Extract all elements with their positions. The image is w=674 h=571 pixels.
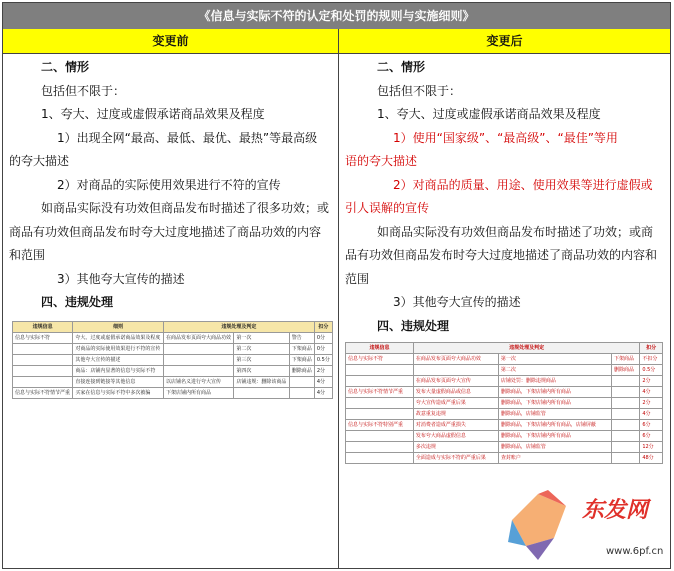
table-cell: 删除商品，下架店铺内所有商品，店铺屏蔽 xyxy=(498,420,611,431)
table-cell: 在商品发布页面夸大商品功效 xyxy=(413,354,498,365)
table-cell: 删除商品 xyxy=(289,366,314,377)
table-cell: 故意重复违规 xyxy=(413,409,498,420)
table-row xyxy=(346,409,663,420)
after-sub-2b: 引人误解的宣传 xyxy=(345,201,430,215)
table-row xyxy=(13,377,333,388)
table-cell: 查封账户 xyxy=(498,453,611,464)
table-cell: 对消费者造成严重损失 xyxy=(413,420,498,431)
table-cell xyxy=(346,398,414,409)
table-cell: 删除商品，下架店铺内所有商品 xyxy=(498,398,611,409)
before-sub-1a: 1）出现全网“最高、最低、最优、最热”等最高级 xyxy=(57,130,318,145)
table-row xyxy=(13,366,333,377)
table-cell: 信息与实际不符特别严重 xyxy=(346,420,414,431)
table-cell xyxy=(612,376,640,387)
table-row xyxy=(13,344,333,355)
before-penalty-table xyxy=(12,321,333,399)
before-item-1: 1、夸大、过度或虚假承诺商品效果及程度 xyxy=(41,107,265,121)
table-cell: 0分 xyxy=(314,344,332,355)
table-header-cell: 细则 xyxy=(73,322,164,333)
table-header-row xyxy=(346,343,663,354)
table-cell xyxy=(13,355,73,366)
table-cell: 删除商品 xyxy=(612,365,640,376)
watermark-brand: 东发网 xyxy=(582,497,649,523)
table-cell: 以店铺名义进行夸大宣传 xyxy=(163,377,233,388)
table-cell: 第四次 xyxy=(234,366,289,377)
table-cell xyxy=(612,420,640,431)
after-heading-penalty: 四、违规处理 xyxy=(377,318,450,333)
table-cell xyxy=(346,409,414,420)
before-para-a: 如商品实际没有功效但商品发布时描述了很多功效；或 xyxy=(41,201,330,215)
table-cell: 4分 xyxy=(314,377,332,388)
table-cell: 2分 xyxy=(640,398,663,409)
table-cell xyxy=(13,366,73,377)
table-cell: 6分 xyxy=(640,431,663,442)
table-cell xyxy=(612,453,640,464)
table-header-cell: 违规处理及判定 xyxy=(163,322,314,333)
table-row xyxy=(346,442,663,453)
table-cell xyxy=(612,442,640,453)
after-para-c: 范围 xyxy=(345,271,370,286)
table-cell: 信息与实际不符情节严重 xyxy=(346,387,414,398)
table-cell: 其他夸大宣传的描述 xyxy=(73,355,164,366)
table-cell: 信息与实际不符 xyxy=(346,354,414,365)
column-divider xyxy=(338,53,339,569)
table-cell: 删除商品，下架店铺内所有商品 xyxy=(498,431,611,442)
table-cell xyxy=(289,377,314,388)
table-row xyxy=(346,453,663,464)
table-cell: 多次违规 xyxy=(413,442,498,453)
table-header-cell: 违规信息 xyxy=(346,343,414,354)
table-cell: 夸大宣传造成严重后果 xyxy=(413,398,498,409)
table-cell xyxy=(346,431,414,442)
table-cell: 信息与实际不符情节严重 xyxy=(13,388,73,399)
table-cell: 下架商品 xyxy=(612,354,640,365)
after-sub-3: 3）其他夸大宣传的描述 xyxy=(393,295,521,309)
table-cell: 店铺违规：删除该商品 xyxy=(234,377,289,388)
table-cell: 2分 xyxy=(314,366,332,377)
table-cell: 商品：店铺内显著的信息与实际不符 xyxy=(73,366,164,377)
table-row xyxy=(346,365,663,376)
watermark-url: www.6pf.cn xyxy=(606,546,664,557)
table-cell: 第三次 xyxy=(234,355,289,366)
table-cell: 0分 xyxy=(314,333,332,344)
table-cell: 第一次 xyxy=(234,333,289,344)
after-heading-situation: 二、情形 xyxy=(377,60,426,74)
table-cell xyxy=(163,366,233,377)
table-cell: 不扣分 xyxy=(640,354,663,365)
table-cell: 下架店铺内所有商品 xyxy=(163,388,233,399)
after-sub-1b: 语的夸大描述 xyxy=(345,154,418,168)
table-cell: 警告 xyxy=(289,333,314,344)
table-row xyxy=(346,354,663,365)
table-header-cell: 扣分 xyxy=(314,322,332,333)
before-sub-3: 3）其他夸大宣传的描述 xyxy=(57,271,185,286)
before-column xyxy=(9,56,333,315)
table-cell: 第二次 xyxy=(234,344,289,355)
table-cell xyxy=(234,388,289,399)
table-cell xyxy=(612,398,640,409)
table-cell xyxy=(13,344,73,355)
document-title: 《信息与实际不符的认定和处罚的规则与实施细则》 xyxy=(3,3,670,29)
before-para-c: 和范围 xyxy=(9,248,46,262)
table-cell: 0.5分 xyxy=(314,355,332,366)
column-header-before: 变更前 xyxy=(3,29,339,54)
before-sub-2: 2）对商品的实际使用效果进行不符的宣传 xyxy=(57,177,281,192)
table-header-row xyxy=(13,322,333,333)
table-cell: 发布夸大商品虚假信息 xyxy=(413,431,498,442)
table-cell: 第一次 xyxy=(498,354,611,365)
table-cell: 删除商品，店铺监管 xyxy=(498,442,611,453)
table-cell: 第二次 xyxy=(498,365,611,376)
before-sub-1b: 的夸大描述 xyxy=(9,154,70,168)
table-cell: 在商品发布页面夸大商品功效 xyxy=(163,333,233,344)
table-cell: 12分 xyxy=(640,442,663,453)
table-cell xyxy=(346,365,414,376)
table-row xyxy=(346,387,663,398)
table-cell: 48分 xyxy=(640,453,663,464)
table-cell: 发布大量虚假商品或信息 xyxy=(413,387,498,398)
table-header-cell: 扣分 xyxy=(640,343,663,354)
after-sub-1a: 1）使用“国家级”、“最高级”、“最佳”等用 xyxy=(393,130,618,145)
table-cell xyxy=(413,365,498,376)
before-intro: 包括但不限于： xyxy=(41,83,126,98)
table-cell xyxy=(612,431,640,442)
table-cell: 4分 xyxy=(640,387,663,398)
table-row xyxy=(346,376,663,387)
table-row xyxy=(346,420,663,431)
table-cell: 店铺处罚：删除违规商品 xyxy=(498,376,611,387)
table-row xyxy=(13,355,333,366)
table-cell: 2分 xyxy=(640,376,663,387)
table-cell: 0.5分 xyxy=(640,365,663,376)
table-header-cell: 违规信息 xyxy=(13,322,73,333)
table-row xyxy=(346,431,663,442)
table-cell: 6分 xyxy=(640,420,663,431)
table-cell: 4分 xyxy=(640,409,663,420)
table-cell xyxy=(163,355,233,366)
table-cell: 直接连接到链接等其他信息 xyxy=(73,377,164,388)
before-para-b: 商品有功效但商品发布时夸大过度地描述了商品功效的内容 xyxy=(9,224,322,239)
table-cell xyxy=(163,344,233,355)
table-cell xyxy=(346,442,414,453)
table-cell xyxy=(612,409,640,420)
table-cell: 4分 xyxy=(314,388,332,399)
table-cell: 对商品的实际使用效果进行不符的宣传 xyxy=(73,344,164,355)
table-row xyxy=(346,398,663,409)
table-cell xyxy=(13,377,73,388)
after-column xyxy=(345,56,663,338)
table-cell: 夸大、过度或虚假承诺商品效果及程度 xyxy=(73,333,164,344)
table-cell: 下架商品 xyxy=(289,344,314,355)
after-intro: 包括但不限于： xyxy=(377,83,462,98)
after-para-b: 品有功效但商品发布时夸大过度地描述了商品功效的内容和 xyxy=(345,248,658,262)
after-item-1: 1、夸大、过度或虚假承诺商品效果及程度 xyxy=(377,107,601,121)
table-cell: 买家在信息与实际不符中多次被骗 xyxy=(73,388,164,399)
table-cell: 全面造成与实际不符的严重后果 xyxy=(413,453,498,464)
table-row xyxy=(13,388,333,399)
after-para-a: 如商品实际没有功效但商品发布时描述了功效；或商 xyxy=(377,224,654,239)
table-cell xyxy=(346,453,414,464)
after-sub-2a: 2）对商品的质量、用途、使用效果等进行虚假或 xyxy=(393,177,653,192)
column-header-after: 变更后 xyxy=(339,29,670,54)
before-heading-penalty: 四、违规处理 xyxy=(41,295,114,309)
after-penalty-table xyxy=(345,342,663,464)
before-heading-situation: 二、情形 xyxy=(41,60,90,74)
table-cell xyxy=(346,376,414,387)
table-cell: 信息与实际不符 xyxy=(13,333,73,344)
table-cell: 下架商品 xyxy=(289,355,314,366)
table-row xyxy=(13,333,333,344)
table-cell: 删除商品，店铺监管 xyxy=(498,409,611,420)
table-cell xyxy=(289,388,314,399)
table-cell: 删除商品，下架店铺内所有商品 xyxy=(498,387,611,398)
table-cell: 在商品发布页面夸大宣传 xyxy=(413,376,498,387)
table-header-cell: 违规处理及判定 xyxy=(413,343,639,354)
table-cell xyxy=(612,387,640,398)
